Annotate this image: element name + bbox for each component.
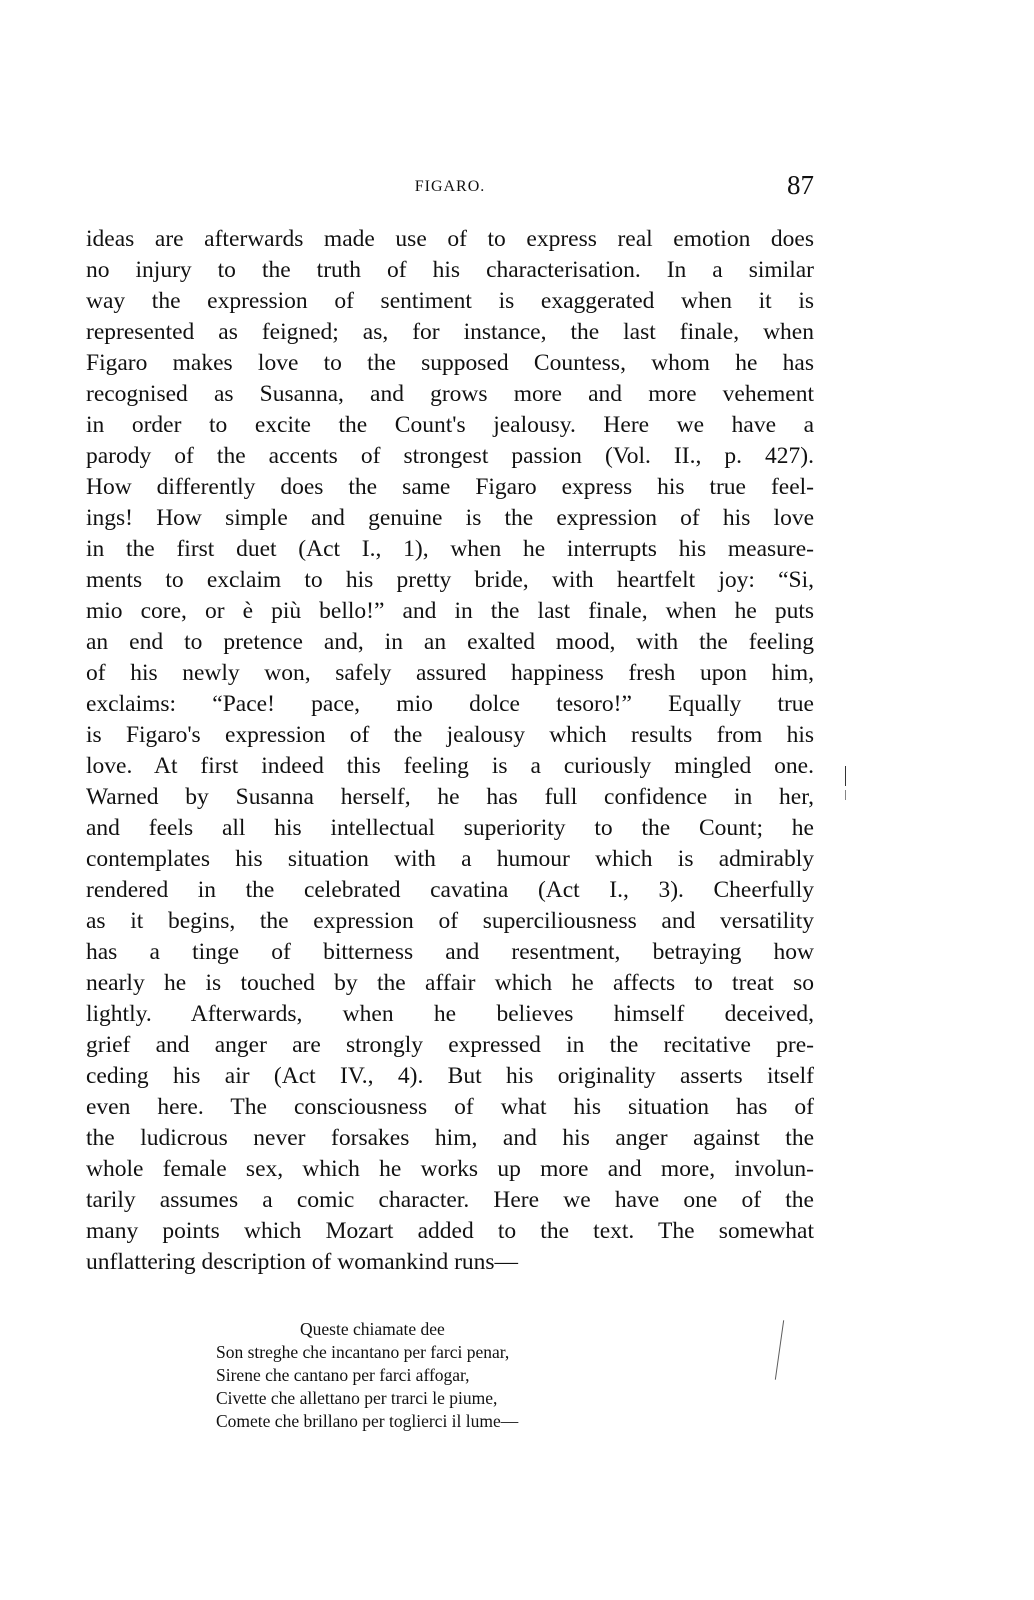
body-paragraph [86,224,814,1278]
page-number: 87 [787,170,814,200]
text-line: is Figaro's expression of the jealousy which results from his [86,722,814,748]
text-line: the ludicrous never forsakes him, and his anger against the [86,1125,814,1151]
text-line: ceding his air (Act IV., 4). But his originality asserts itself [86,1063,814,1089]
verse-line: Civette che allettano per trarci le piume, [216,1388,498,1408]
text-line: in the first duet (Act I., 1), when he interrupts his measure- [86,536,814,562]
text-line: no injury to the truth of his characterisation. In a similar [86,257,814,283]
text-line: tarily assumes a comic character. Here we have one of the [86,1187,814,1213]
text-line: an end to pretence and, in an exalted mood, with the feeling [86,629,814,655]
text-line: ideas are afterwards made use of to express real emotion does [86,226,814,252]
text-line: recognised as Susanna, and grows more and more vehement [86,381,814,407]
text-line: many points which Mozart added to the text. The somewhat [86,1218,814,1244]
text-line: in order to excite the Count's jealousy. Here we have a [86,412,814,438]
margin-pencil-mark [845,766,846,786]
text-line: lightly. Afterwards, when he believes himself deceived, [86,1001,814,1027]
text-line: contemplates his situation with a humour which is admirably [86,846,814,872]
text-line: grief and anger are strongly expressed in the recitative pre- [86,1032,814,1058]
text-line: exclaims: “Pace! pace, mio dolce tesoro!” Equally true [86,691,814,717]
text-line: represented as feigned; as, for instance, the last finale, when [86,319,814,345]
text-line: as it begins, the expression of superciliousness and versatility [86,908,814,934]
margin-pencil-mark [845,790,846,800]
text-line: parody of the accents of strongest passion (Vol. II., p. 427). [86,443,814,469]
text-line: has a tinge of bitterness and resentment, betraying how [86,939,814,965]
margin-pencil-mark [775,1320,784,1380]
verse-line: Sirene che cantano per farci affogar, [216,1365,470,1385]
running-head [86,170,814,210]
verse-quotation [216,1318,666,1433]
verse-line: Son streghe che incantano per farci penar, [216,1342,510,1362]
text-line: ments to exclaim to his pretty bride, with heartfelt joy: “Si, [86,567,814,593]
text-line: love. At first indeed this feeling is a curiously mingled one. [86,753,814,779]
text-line: whole female sex, which he works up more and more, involun- [86,1156,814,1182]
text-line: way the expression of sentiment is exaggerated when it is [86,288,814,314]
text-line: and feels all his intellectual superiority to the Count; he [86,815,814,841]
text-line: Warned by Susanna herself, he has full confidence in her, [86,784,814,810]
text-line: even here. The consciousness of what his situation has of [86,1094,814,1120]
text-line: Figaro makes love to the supposed Countess, whom he has [86,350,814,376]
running-title: FIGARO. [414,178,486,195]
text-line: nearly he is touched by the affair which he affects to treat so [86,970,814,996]
text-line: mio core, or è più bello!” and in the last finale, when he puts [86,598,814,624]
verse-line: Comete che brillano per toglierci il lume— [216,1411,519,1431]
verse-line: Queste chiamate dee [300,1319,445,1339]
text-line: ings! How simple and genuine is the expression of his love [86,505,814,531]
text-line: rendered in the celebrated cavatina (Act I., 3). Cheerfully [86,877,814,903]
text-line: of his newly won, safely assured happiness fresh upon him, [86,660,814,686]
text-line: How differently does the same Figaro express his true feel- [86,474,814,500]
text-line: unflattering description of womankind runs— [86,1249,519,1275]
